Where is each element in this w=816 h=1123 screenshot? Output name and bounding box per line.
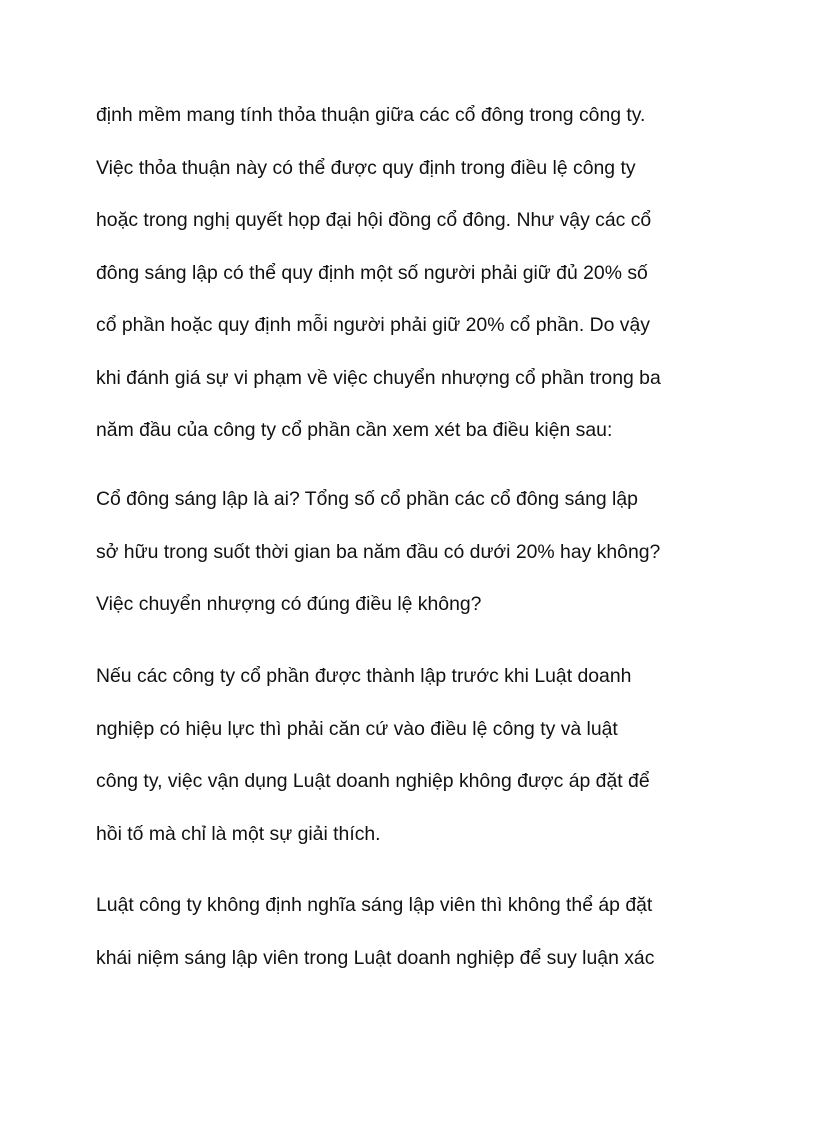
text-line: công ty, việc vận dụng Luật doanh nghiệp không được áp đặt để: [96, 770, 650, 792]
text-line: năm đầu của công ty cổ phần cần xem xét ba điều kiện sau:: [96, 419, 613, 441]
text-line: khi đánh giá sự vi phạm về việc chuyển nhượng cổ phần trong ba: [96, 366, 661, 389]
paragraph-shareholder-agreement: [96, 103, 756, 471]
text-line: hoặc trong nghị quyết họp đại hội đồng cổ đông. Như vậy các cổ: [96, 209, 652, 231]
text-line: Luật công ty không định nghĩa sáng lập viên thì không thể áp đặt: [96, 894, 653, 916]
paragraph-founder-definition: [96, 893, 756, 998]
text-line: khái niệm sáng lập viên trong Luật doanh nghiệp để suy luận xác: [96, 946, 655, 969]
text-line: Việc chuyển nhượng có đúng điều lệ không?: [96, 593, 482, 615]
paragraph-three-conditions: [96, 487, 756, 645]
paragraph-retroactivity: [96, 664, 756, 874]
text-line: đông sáng lập có thể quy định một số người phải giữ đủ 20% số: [96, 261, 648, 284]
text-line: nghiệp có hiệu lực thì phải căn cứ vào điều lệ công ty và luật: [96, 717, 618, 740]
text-line: định mềm mang tính thỏa thuận giữa các cổ đông trong công ty.: [96, 104, 646, 126]
text-line: Việc thỏa thuận này có thể được quy định trong điều lệ công ty: [96, 156, 636, 179]
text-line: sở hữu trong suốt thời gian ba năm đầu có dưới 20% hay không?: [96, 540, 661, 563]
text-line: cổ phần hoặc quy định mỗi người phải giữ 20% cổ phần. Do vậy: [96, 314, 650, 336]
text-line: Nếu các công ty cổ phần được thành lập trước khi Luật doanh: [96, 665, 632, 687]
text-line: hồi tố mà chỉ là một sự giải thích.: [96, 822, 381, 845]
text-line: Cổ đông sáng lập là ai? Tổng số cổ phần các cổ đông sáng lập: [96, 488, 638, 510]
